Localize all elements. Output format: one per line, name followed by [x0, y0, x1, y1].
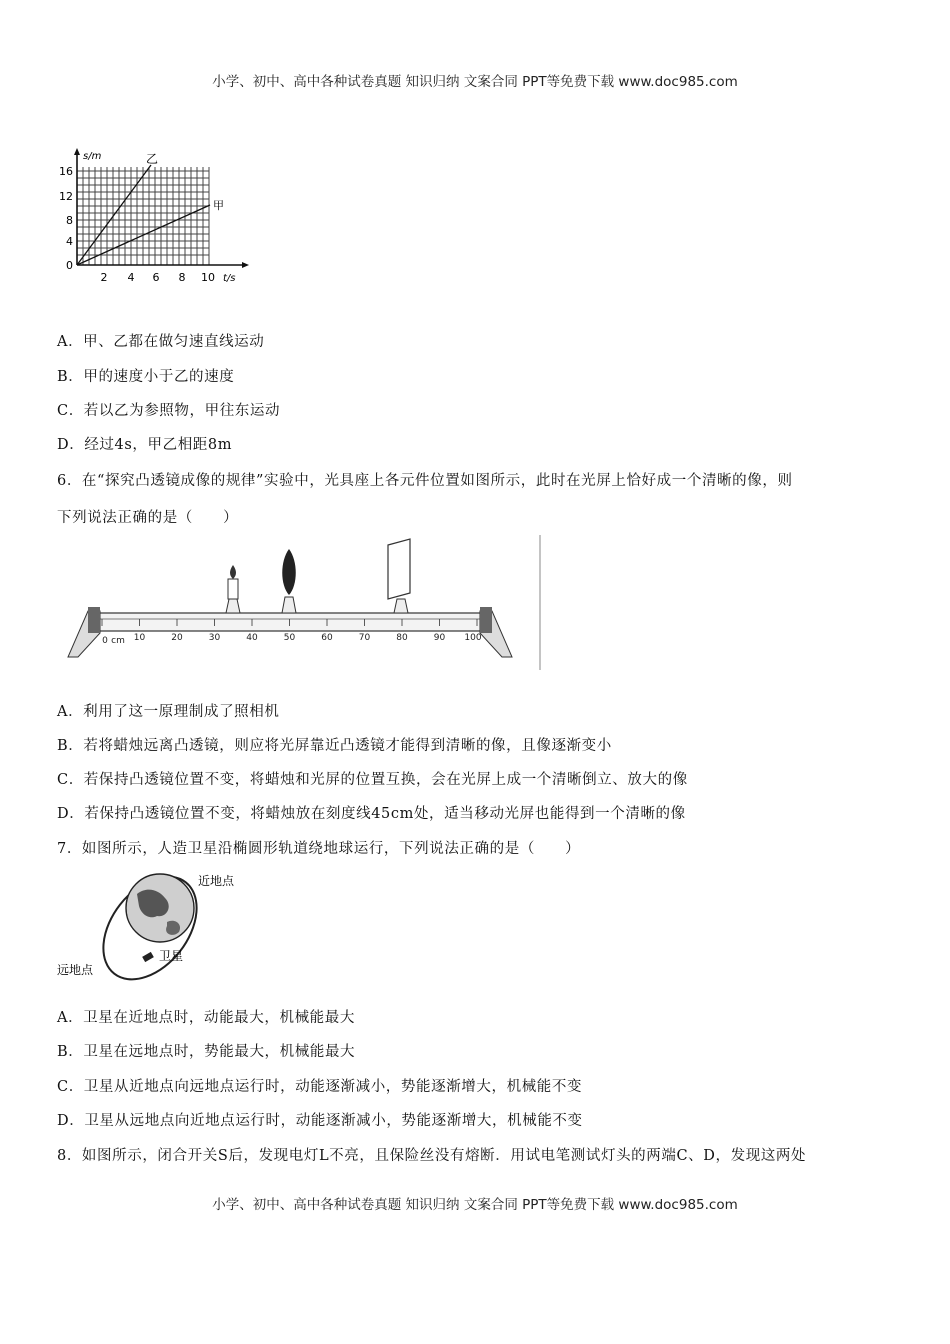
satellite-label: 卫星 — [159, 949, 184, 963]
q5-option-b: B．甲的速度小于乙的速度 — [57, 369, 235, 385]
x-tick: 6 — [152, 271, 160, 284]
q7-option-c: C．卫星从近地点向远地点运行时，动能逐渐减小，势能逐渐增大，机械能不变 — [57, 1079, 583, 1095]
q7-option-a: A．卫星在近地点时，动能最大，机械能最大 — [57, 1010, 355, 1026]
optical-bench-figure — [60, 535, 550, 675]
q6-stem-line1: 6．在“探究凸透镜成像的规律”实验中，光具座上各元件位置如图所示，此时在光屏上恰好成一个清晰的像，则 — [57, 473, 793, 489]
bench-tick: 70 — [358, 633, 371, 643]
line-jia-label: 甲 — [213, 199, 224, 212]
bench-tick: 10 — [133, 633, 146, 643]
q6-option-b: B．若将蜡烛远离凸透镜，则应将光屏靠近凸透镜才能得到清晰的像，且像逐渐变小 — [57, 738, 612, 754]
x-tick: 8 — [178, 271, 186, 284]
q5-option-c: C．若以乙为参照物，甲往东运动 — [57, 403, 281, 419]
st-graph — [55, 145, 255, 285]
candle-icon — [226, 565, 240, 613]
earth-icon — [126, 874, 194, 942]
x-tick: 4 — [127, 271, 135, 284]
x-axis-label: t/s — [223, 273, 236, 284]
bench-tick: 90 — [433, 633, 446, 643]
q6-option-c: C．若保持凸透镜位置不变，将蜡烛和光屏的位置互换，会在光屏上成一个清晰倒立、放大的像 — [57, 772, 688, 788]
line-yi-label: 乙 — [146, 152, 159, 166]
apogee-label: 远地点 — [57, 963, 94, 977]
convex-lens-icon — [282, 549, 296, 613]
bench-tick: 20 — [171, 633, 183, 643]
q7-option-b: B．卫星在远地点时，势能最大，机械能最大 — [57, 1044, 356, 1060]
y-tick: 8 — [66, 214, 73, 227]
x-tick: 10 — [201, 271, 215, 284]
q6-option-a: A．利用了这一原理制成了照相机 — [57, 704, 280, 720]
bench-tick: 40 — [246, 633, 258, 643]
y-tick: 0 — [66, 259, 73, 272]
q5-option-d: D．经过4s，甲乙相距8m — [57, 437, 233, 453]
q5-option-a: A．甲、乙都在做匀速直线运动 — [57, 334, 265, 350]
bench-tick: 100 — [464, 633, 482, 643]
bench-tick: 0 — [102, 636, 108, 646]
q7-option-d: D．卫星从远地点向近地点运行时，动能逐渐减小，势能逐渐增大，机械能不变 — [57, 1113, 583, 1129]
page-footer: 小学、初中、高中各种试卷真题 知识归纳 文案合同 PPT等免费下载 www.doc985.com — [212, 1197, 738, 1213]
y-tick: 4 — [66, 235, 73, 248]
q8-stem-line1: 8．如图所示，闭合开关S后，发现电灯L不亮，且保险丝没有熔断．用试电笔测试灯头的两端C、D，发现这两处 — [57, 1148, 807, 1164]
y-tick: 12 — [59, 190, 73, 203]
satellite-icon — [142, 952, 154, 962]
page-header: 小学、初中、高中各种试卷真题 知识归纳 文案合同 PPT等免费下载 www.doc985.com — [212, 74, 738, 90]
y-axis-label: s/m — [83, 151, 102, 162]
bench-tick: 80 — [396, 633, 408, 643]
q6-option-d: D．若保持凸透镜位置不变，将蜡烛放在刻度线45cm处，适当移动光屏也能得到一个清晰的像 — [57, 806, 686, 822]
perigee-label: 近地点 — [198, 874, 235, 888]
q7-stem: 7．如图所示，人造卫星沿椭圆形轨道绕地球运行，下列说法正确的是（ ） — [57, 841, 581, 857]
x-tick: 2 — [100, 271, 108, 284]
light-screen-icon — [388, 539, 410, 613]
bench-unit: cm — [111, 636, 125, 646]
satellite-orbit-figure — [55, 868, 255, 983]
bench-tick: 30 — [208, 633, 221, 643]
y-tick: 16 — [59, 165, 73, 178]
bench-tick: 60 — [321, 633, 333, 643]
line-yi — [77, 165, 151, 265]
q6-stem-line2: 下列说法正确的是（ ） — [57, 510, 239, 526]
bench-tick: 50 — [283, 633, 296, 643]
